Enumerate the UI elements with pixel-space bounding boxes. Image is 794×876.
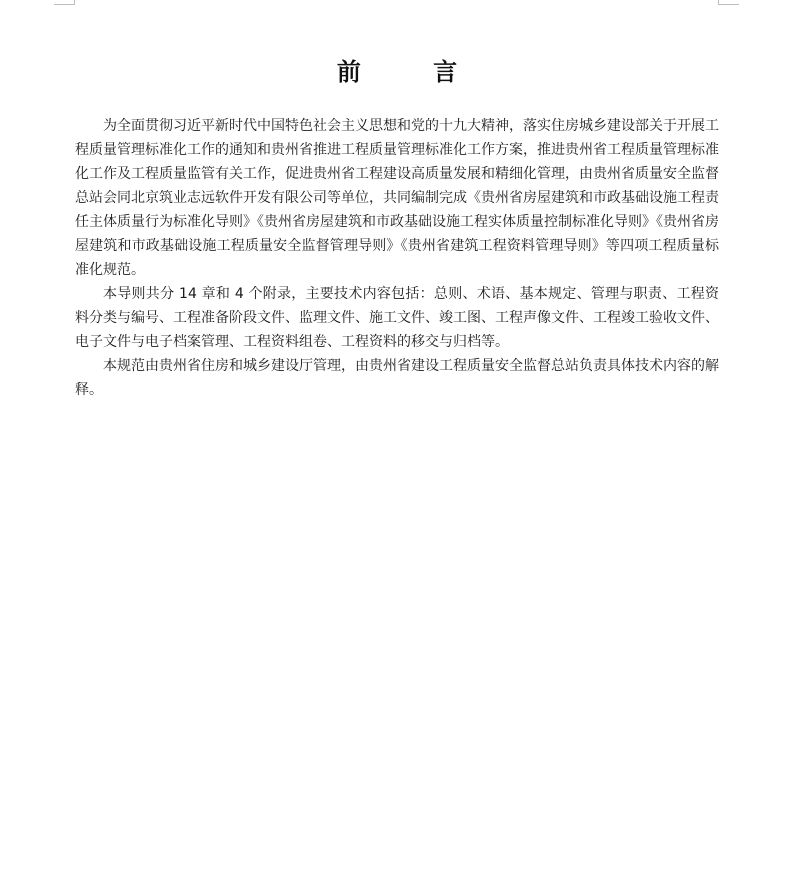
- document-body: [75, 114, 719, 402]
- paragraph-administration: 本规范由贵州省住房和城乡建设厅管理，由贵州省建设工程质量安全监督总站负责具体技术内容的解释。: [75, 358, 719, 398]
- paragraph-contents: 本导则共分 14 章和 4 个附录，主要技术内容包括：总则、术语、基本规定、管理与职责、工程资料分类与编号、工程准备阶段文件、监理文件、施工文件、竣工图、工程声像文件、工程竣工验收文件、电子文件与电子档案管理、工程资料组卷、工程资料的移交与归档等。: [75, 286, 719, 350]
- page-title: 前 言: [336, 58, 490, 86]
- page-corner-mark-left: [54, 0, 75, 5]
- page-corner-mark-right: [718, 0, 739, 5]
- paragraph-intro: 为全面贯彻习近平新时代中国特色社会主义思想和党的十九大精神，落实住房城乡建设部关于开展工程质量管理标准化工作的通知和贵州省推进工程质量管理标准化工作方案，推进贵州省工程质量管理标准化工作及工程质量监管有关工作，促进贵州省工程建设高质量发展和精细化管理，由贵州省质量安全监督总站会同北京筑业志远软件开发有限公司等单位，共同编制完成《贵州省房屋建筑和市政基础设施工程责任主体质量行为标准化导则》《贵州省房屋建筑和市政基础设施工程实体质量控制标准化导则》《贵州省房屋建筑和市政基础设施工程质量安全监督管理导则》《贵州省建筑工程资料管理导则》等四项工程质量标准化规范。: [75, 118, 719, 278]
